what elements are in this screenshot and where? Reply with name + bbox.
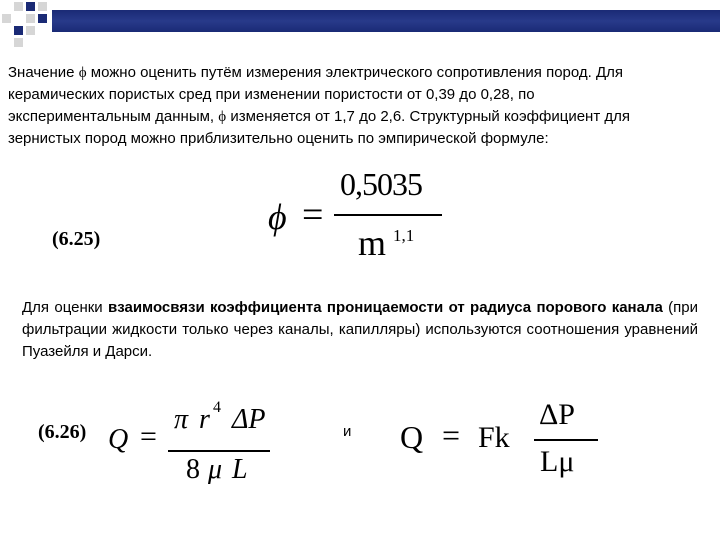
decor-square xyxy=(14,38,23,47)
bold-text-run: взаимосвязи коэффициента проницаемости от радиуса порового канала xyxy=(108,299,663,316)
fraction-line xyxy=(168,450,270,452)
equation-number-6-26: (6.26) xyxy=(38,421,87,443)
poiseuille-darcy-paragraph xyxy=(22,297,698,363)
darcy-equals: = xyxy=(442,417,461,453)
phi-symbol: ϕ xyxy=(218,109,227,125)
text-run: Значение xyxy=(8,64,79,81)
decor-square xyxy=(26,2,35,11)
eq-lhs-phi: ϕ xyxy=(268,197,287,237)
fraction-line xyxy=(534,439,598,441)
eq-numerator: 0,5035 xyxy=(340,166,422,202)
decor-square xyxy=(38,2,47,11)
darcy-lhs-q: Q xyxy=(400,419,424,455)
decor-square xyxy=(14,26,23,35)
eq-den-l: L xyxy=(232,454,248,485)
equation-number-6-25: (6.25) xyxy=(52,228,101,250)
eq-denominator-base: m xyxy=(358,223,387,263)
phi-symbol: ϕ xyxy=(78,65,87,81)
header-bar xyxy=(52,10,720,32)
decor-square xyxy=(14,2,23,11)
darcy-numerator: ΔP xyxy=(539,398,575,431)
decor-square xyxy=(26,14,35,23)
darcy-coefficient: Fk xyxy=(478,421,510,454)
fraction-line xyxy=(334,214,442,216)
conjunction-text: и xyxy=(343,423,352,440)
eq-num-r: r xyxy=(199,404,210,435)
decor-square xyxy=(2,14,11,23)
text-run: Для оценки xyxy=(22,299,109,316)
eq-equals: = xyxy=(140,420,157,453)
text-run: изменяется от 1,7 до 2,6. Структурный коэффициент для зернистых пород можно приблизительно оценить по эмпирической формуле: xyxy=(8,108,630,147)
decor-square xyxy=(38,14,47,23)
text-run: можно оценить путём измерения электрического сопротивления пород. Для керамических пористых сред при изменении пористости от 0,39 до 0,28, по экспериментальным данным, xyxy=(8,64,624,125)
eq-lhs-q: Q xyxy=(108,424,129,455)
slide-header-decoration xyxy=(0,0,720,50)
decor-square xyxy=(26,26,35,35)
eq-denominator-exponent: 1,1 xyxy=(393,226,415,245)
eq-equals: = xyxy=(302,194,324,236)
eq-den-mu: μ xyxy=(208,454,223,485)
intro-paragraph xyxy=(8,62,668,150)
eq-den-eight: 8 xyxy=(186,454,200,485)
text-run: (при фильтрации жидкости только через каналы, капилляры) используются соотношения уравнений Пуазейля и Дарси. xyxy=(22,299,699,360)
eq-num-delta-p: ΔP xyxy=(232,404,266,435)
darcy-denominator: Lμ xyxy=(540,445,575,478)
eq-num-exponent: 4 xyxy=(213,399,221,416)
eq-num-pi: π xyxy=(174,404,189,435)
